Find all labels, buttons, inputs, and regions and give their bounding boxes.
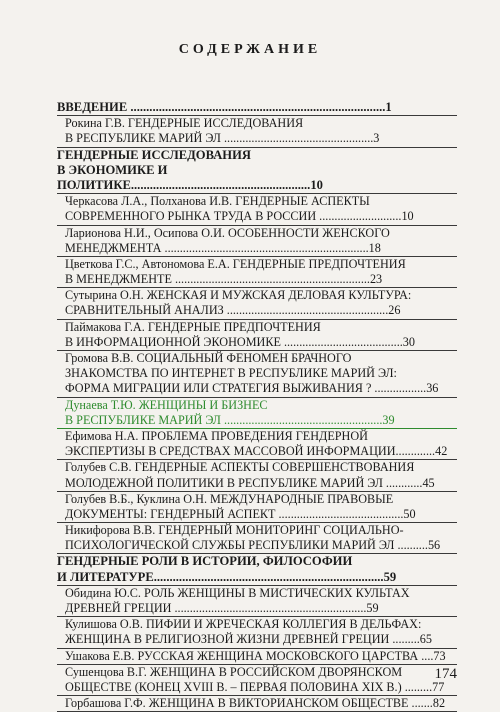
toc-line: Ларионова Н.И., Осипова О.И. ОСОБЕННОСТИ ЖЕНСКОГО (65, 225, 390, 240)
table-of-contents (57, 100, 457, 712)
toc-entry (57, 649, 457, 665)
toc-line: В МЕНЕДЖМЕНТЕ ................................................................23 (65, 272, 383, 287)
toc-line: ДРЕВНЕЙ ГРЕЦИИ ...............................................................59 (65, 601, 379, 615)
toc-section (57, 554, 457, 585)
toc-line: ЭКСПЕРТИЗЫ В СРЕДСТВАХ МАССОВОЙ ИНФОРМАЦИИ.............42 (65, 444, 448, 459)
toc-line: В ЭКОНОМИКЕ И (57, 162, 168, 177)
toc-entry (57, 194, 457, 225)
toc-line: В РЕСПУБЛИКЕ МАРИЙ ЭЛ ....................................................39 (65, 412, 395, 427)
toc-entry (57, 665, 457, 696)
toc-line: СОВРЕМЕННОГО РЫНКА ТРУДА В РОССИИ ...........................10 (65, 209, 414, 224)
toc-line: ЗНАКОМСТВА ПО ИНТЕРНЕТ В РЕСПУБЛИКЕ МАРИЙ ЭЛ: (65, 366, 397, 381)
toc-line: Громова В.В. СОЦИАЛЬНЫЙ ФЕНОМЕН БРАЧНОГО (65, 351, 352, 365)
toc-entry (57, 586, 457, 617)
toc-entry (57, 226, 457, 257)
toc-entry (57, 696, 457, 712)
toc-entry (57, 523, 457, 554)
toc-line: МОЛОДЕЖНОЙ ПОЛИТИКИ В РЕСПУБЛИКЕ МАРИЙ ЭЛ ............45 (65, 475, 435, 490)
toc-line: Дунаева Т.Ю. ЖЕНЩИНЫ И БИЗНЕС (65, 397, 268, 412)
toc-line: В ИНФОРМАЦИОННОЙ ЭКОНОМИКЕ .......................................30 (65, 334, 415, 349)
toc-line: МЕНЕДЖМЕНТА ...................................................................18 (65, 240, 381, 255)
toc-entry (57, 492, 457, 523)
toc-entry (57, 116, 457, 147)
toc-section (57, 100, 457, 116)
toc-entry (57, 288, 457, 319)
toc-entry (57, 257, 457, 288)
toc-line: Голубев С.В. ГЕНДЕРНЫЕ АСПЕКТЫ СОВЕРШЕНСТВОВАНИЯ (65, 460, 415, 475)
toc-line: Голубев В.Б., Куклина О.Н. МЕЖДУНАРОДНЫЕ ПРАВОВЫЕ (65, 491, 394, 506)
toc-line: ЖЕНЩИНА В РЕЛИГИОЗНОЙ ЖИЗНИ ДРЕВНЕЙ ГРЕЦИИ .........65 (65, 632, 432, 647)
toc-line: Рокина Г.В. ГЕНДЕРНЫЕ ИССЛЕДОВАНИЯ (65, 116, 304, 131)
toc-entry (57, 617, 457, 648)
toc-entry (57, 351, 457, 398)
toc-line: Кулишова О.В. ПИФИИ И ЖРЕЧЕСКАЯ КОЛЛЕГИЯ В ДЕЛЬФАХ: (65, 617, 422, 632)
toc-line: Черкасова Л.А., Полханова И.В. ГЕНДЕРНЫЕ АСПЕКТЫ (65, 194, 370, 209)
toc-line: ПОЛИТИКЕ.........................................................10 (57, 177, 323, 192)
toc-entry (57, 460, 457, 491)
toc-line: Ефимова Н.А. ПРОБЛЕМА ПРОВЕДЕНИЯ ГЕНДЕРНОЙ (65, 428, 368, 443)
toc-line: ОБЩЕСТВЕ (КОНЕЦ XVIII В. – ПЕРВАЯ ПОЛОВИНА XIX В.) .........77 (65, 679, 445, 694)
toc-section (57, 148, 457, 195)
toc-line: Никифорова В.В. ГЕНДЕРНЫЙ МОНИТОРИНГ СОЦИАЛЬНО- (65, 523, 404, 538)
toc-line: Паймакова Г.А. ГЕНДЕРНЫЕ ПРЕДПОЧТЕНИЯ (65, 319, 321, 334)
toc-line: ДОКУМЕНТЫ: ГЕНДЕРНЫЙ АСПЕКТ .........................................50 (65, 506, 416, 521)
toc-line: ГЕНДЕРНЫЕ ИССЛЕДОВАНИЯ (57, 147, 251, 162)
toc-line: ПСИХОЛОГИЧЕСКОЙ СЛУЖБЫ РЕСПУБЛИКИ МАРИЙ ЭЛ ..........56 (65, 538, 441, 553)
toc-line: Сушенцова В.Г. ЖЕНЩИНА В РОССИЙСКОМ ДВОРЯНСКОМ (65, 664, 403, 679)
toc-line: ФОРМА МИГРАЦИИ ИЛИ СТРАТЕГИЯ ВЫЖИВАНИЯ ? .................36 (65, 381, 439, 396)
toc-line: Обидина Ю.С. РОЛЬ ЖЕНЩИНЫ В МИСТИЧЕСКИХ КУЛЬТАХ (65, 585, 410, 600)
toc-line: И ЛИТЕРАТУРЕ.........................................................................59 (57, 569, 397, 584)
toc-line: В РЕСПУБЛИКЕ МАРИЙ ЭЛ .................................................3 (65, 131, 380, 146)
toc-line: ВВЕДЕНИЕ .................................................................................1 (57, 100, 392, 114)
toc-line: Ушакова Е.В. РУССКАЯ ЖЕНЩИНА МОСКОВСКОГО ЦАРСТВА ....73 (65, 648, 446, 663)
toc-entry (57, 320, 457, 351)
page-title: СОДЕРЖАНИЕ (178, 42, 322, 57)
toc-line: Сутырина О.Н. ЖЕНСКАЯ И МУЖСКАЯ ДЕЛОВАЯ КУЛЬТУРА: (65, 288, 412, 303)
toc-entry (57, 429, 457, 460)
toc-line: Горбашова Г.Ф. ЖЕНЩИНА В ВИКТОРИАНСКОМ ОБЩЕСТВЕ .......82 (65, 696, 446, 711)
toc-entry (57, 398, 457, 429)
page-number: 174 (434, 666, 457, 682)
toc-line: ГЕНДЕРНЫЕ РОЛИ В ИСТОРИИ, ФИЛОСОФИИ (57, 554, 353, 569)
toc-line: Цветкова Г.С., Автономова Е.А. ГЕНДЕРНЫЕ ПРЕДПОЧТЕНИЯ (65, 256, 406, 271)
toc-line: СРАВНИТЕЛЬНЫЙ АНАЛИЗ .....................................................26 (65, 303, 401, 318)
